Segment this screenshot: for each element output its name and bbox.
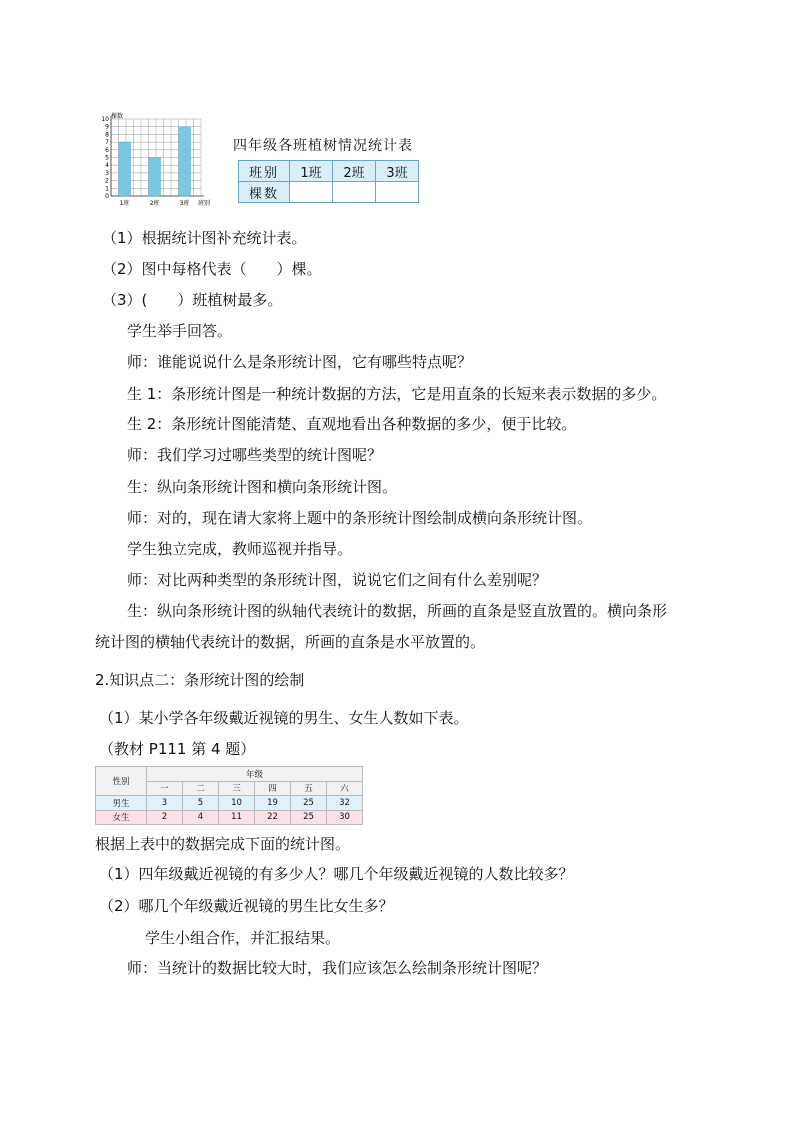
- data-cell: 25: [291, 810, 327, 825]
- data-cell: 5: [183, 796, 219, 811]
- data-cell: 10: [219, 796, 255, 811]
- table1-blank-cell: [376, 182, 419, 203]
- table1-title: 四年级各班植树情况统计表: [233, 138, 413, 154]
- y-tick-label: 4: [105, 162, 109, 170]
- table1-blank-cell: [290, 182, 333, 203]
- table-row-boys: [96, 796, 363, 811]
- grade-cell: 五: [291, 781, 327, 796]
- x-tick-label: 1班: [119, 200, 130, 206]
- section-heading: 2.知识点二：条形统计图的绘制: [95, 671, 305, 689]
- row-label: 女生: [96, 810, 147, 825]
- dialogue-line: 生：纵向条形统计图和横向条形统计图。: [127, 478, 398, 496]
- chart-xlabel: 班别: [198, 200, 211, 206]
- dialogue-line: 生：纵向条形统计图的纵轴代表统计的数据，所画的直条是竖直放置的。横向条形: [127, 602, 668, 620]
- dialogue-line: 学生独立完成，教师巡视并指导。: [127, 540, 353, 558]
- question-line: （1）四年级戴近视镜的有多少人？哪几个年级戴近视镜的人数比较多？: [99, 865, 574, 883]
- table1: [238, 160, 419, 203]
- dialogue-line: 师：对的，现在请大家将上题中的条形统计图绘制成横向条形统计图。: [127, 509, 593, 527]
- y-tick-label: 7: [105, 139, 109, 147]
- myopia-table: [95, 766, 363, 825]
- table1-header-cell: 班别: [239, 161, 290, 182]
- y-tick-label: 9: [105, 123, 109, 131]
- y-tick-label: 2: [105, 177, 109, 185]
- dialogue-line: 生 2：条形统计图能清楚、直观地看出各种数据的多少，便于比较。: [127, 415, 577, 433]
- data-cell: 32: [327, 796, 363, 811]
- grade-cell: 一: [147, 781, 183, 796]
- dialogue-line: 师：对比两种类型的条形统计图，说说它们之间有什么差别呢？: [127, 571, 548, 589]
- question-3: （3）( ）班植树最多。: [102, 291, 283, 309]
- chart-ylabel: 棵数: [111, 113, 124, 120]
- grade-cell: 三: [219, 781, 255, 796]
- y-tick-label: 1: [105, 185, 109, 193]
- data-cell: 2: [147, 810, 183, 825]
- gender-header: 性别: [96, 767, 147, 796]
- source-note: （教材 P111 第 4 题）: [99, 740, 256, 758]
- y-tick-label: 3: [105, 169, 109, 177]
- y-tick-label: 6: [105, 146, 109, 154]
- x-tick-label: 2班: [149, 200, 160, 206]
- table1-blank-cell: [333, 182, 376, 203]
- question-line: （2）哪几个年级戴近视镜的男生比女生多？: [99, 897, 394, 915]
- data-cell: 22: [255, 810, 291, 825]
- row-label: 男生: [96, 796, 147, 811]
- grade-cell: 六: [327, 781, 363, 796]
- dialogue-line: 生 1：条形统计图是一种统计数据的方法，它是用直条的长短来表示数据的多少。: [127, 385, 667, 403]
- dialogue-line: 统计图的横轴代表统计的数据，所画的直条是水平放置的。: [95, 633, 486, 651]
- data-cell: 11: [219, 810, 255, 825]
- y-tick-label: 5: [105, 154, 109, 162]
- table1-header-cell: 1班: [290, 161, 333, 182]
- dialogue-line: 师：谁能说说什么是条形统计图，它有哪些特点呢？: [127, 353, 473, 371]
- data-cell: 25: [291, 796, 327, 811]
- dialogue-line: 学生小组合作，并汇报结果。: [145, 929, 341, 947]
- y-tick-label: 10: [101, 116, 109, 123]
- question-1: （1）根据统计图补充统计表。: [102, 229, 307, 247]
- table1-header-cell: 3班: [376, 161, 419, 182]
- instruction-line: 根据上表中的数据完成下面的统计图。: [95, 835, 351, 853]
- dialogue-line: 师：我们学习过哪些类型的统计图呢？: [127, 446, 383, 464]
- data-cell: 30: [327, 810, 363, 825]
- y-tick-label: 8: [105, 131, 109, 139]
- table1-row-label: 棵数: [239, 182, 290, 203]
- data-cell: 19: [255, 796, 291, 811]
- table1-header-cell: 2班: [333, 161, 376, 182]
- bar-3班: [179, 127, 191, 196]
- grade-cell: 四: [255, 781, 291, 796]
- data-cell: 3: [147, 796, 183, 811]
- x-tick-label: 3班: [179, 200, 190, 206]
- bar-2班: [149, 158, 161, 197]
- grade-cell: 二: [183, 781, 219, 796]
- data-cell: 4: [183, 810, 219, 825]
- dialogue-line: 师：当统计的数据比较大时，我们应该怎么绘制条形统计图呢？: [127, 959, 548, 977]
- table-row-girls: [96, 810, 363, 825]
- mini-bar-chart: [96, 112, 220, 206]
- question-2: （2）图中每格代表（ ）棵。: [102, 260, 322, 278]
- dialogue-line: 学生举手回答。: [127, 322, 233, 340]
- section-intro: （1）某小学各年级戴近视镜的男生、女生人数如下表。: [99, 709, 469, 727]
- grade-header: 年级: [147, 767, 363, 782]
- bar-1班: [119, 142, 131, 196]
- y-tick-label: 0: [105, 193, 109, 200]
